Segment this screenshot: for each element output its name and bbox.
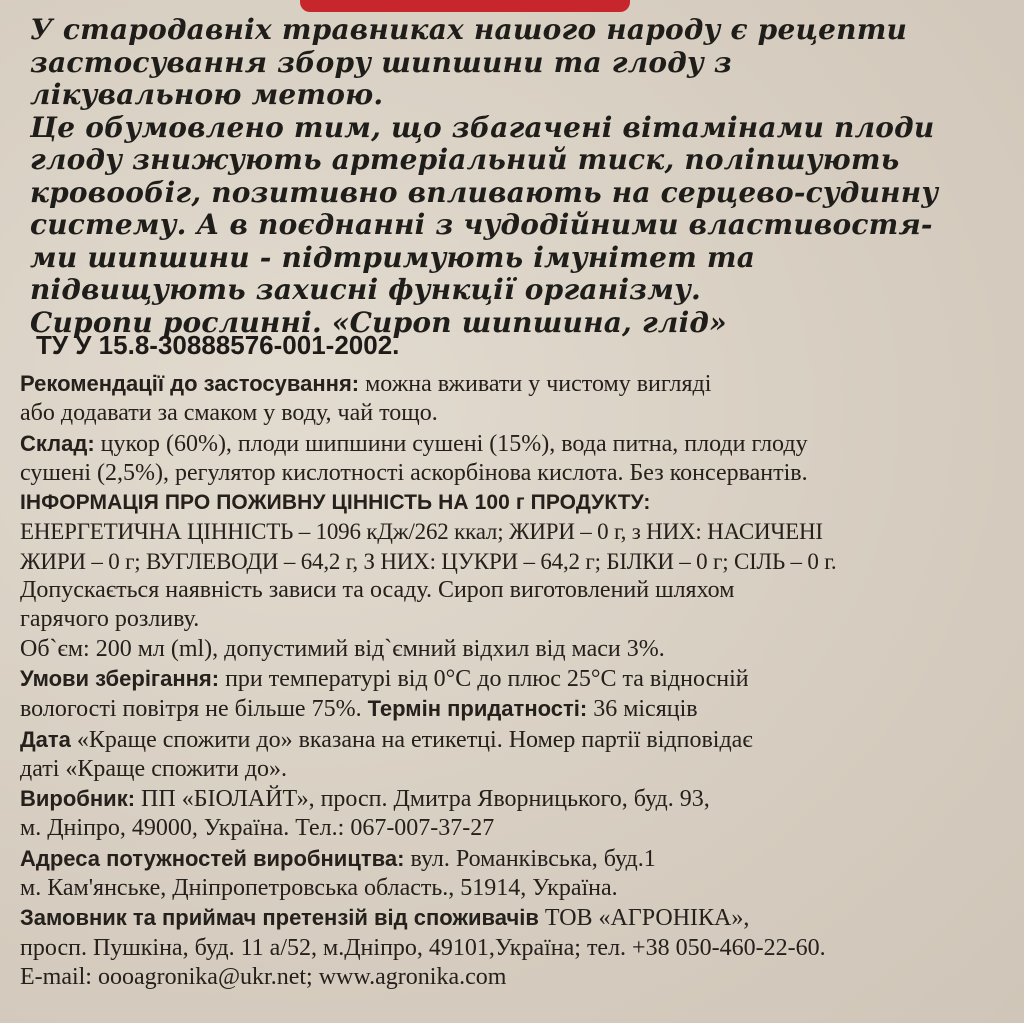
recommendation-label: Рекомендації до застосування: (20, 371, 360, 396)
intro-line: Це обумовлено тим, що збагачені вітамінами плоди (30, 110, 935, 144)
nutrition-line: ЕНЕРГЕТИЧНА ЦІННІСТЬ – 1096 кДж/262 ккал; ЖИРИ – 0 г, з НИХ: НАСИЧЕНІ (20, 519, 823, 545)
intro-line: підвищують захисні функції організму. (30, 273, 701, 306)
customer-line (20, 903, 1020, 933)
manufacturer-line (20, 784, 1020, 814)
facility-line: м. Кам'янське, Дніпропетровська область., 51914, Україна. (20, 875, 618, 902)
composition-line (20, 429, 1020, 459)
intro-line: У стародавніх травниках нашого народу є рецепти (30, 13, 908, 46)
customer-line: просп. Пушкіна, буд. 11 а/52, м.Дніпро, 49101,Україна; тел. +38 050-460-22-60. (20, 934, 826, 961)
recommendation-line (20, 369, 1020, 399)
recommendation-line: або додавати за смаком у воду, чай тощо. (20, 400, 438, 427)
storage-line (20, 694, 1020, 724)
nutrition-line: ЖИРИ – 0 г; ВУГЛЕВОДИ – 64,2 г, З НИХ: ЦУКРИ – 64,2 г; БІЛКИ – 0 г; СІЛЬ – 0 г. (20, 548, 837, 574)
facility-text: вул. Романківська, буд.1 (404, 845, 656, 872)
intro-line: ми шипшини - підтримують імунітет та (30, 240, 756, 274)
recommendation-text: можна вживати у чистому вигляді (359, 371, 712, 397)
sediment-line: гарячого розливу. (20, 606, 200, 633)
shelf-life-value: 36 місяців (587, 696, 698, 723)
intro-line: глоду знижують артеріальний тиск, поліпшують (30, 143, 900, 176)
storage-label: Умови зберігання: (20, 665, 220, 691)
date-line: даті «Краще спожити до». (20, 755, 288, 782)
contact-line: E-mail: oooagronika@ukr.net; www.agronika.com (20, 963, 507, 990)
nutrition-heading: ІНФОРМАЦІЯ ПРО ПОЖИВНУ ЦІННІСТЬ НА 100 г ПРОДУКТУ: (20, 491, 651, 515)
composition-text: цукор (60%), плоди шипшини сушені (15%), вода питна, плоди глоду (94, 430, 808, 457)
facility-label: Адреса потужностей виробництва: (20, 845, 405, 871)
spec-code: ТУ У 15.8-30888576-001-2002. (36, 330, 400, 360)
composition-line: сушені (2,5%), регулятор кислотності аскорбінова кислота. Без консервантів. (20, 459, 808, 486)
date-label: Дата (20, 726, 71, 752)
intro-line: кровообіг, позитивно впливають на серцево-судинну (30, 175, 939, 209)
manufacturer-text: ПП «БІОЛАЙТ», просп. Дмитра Яворницького, буд. 93, (135, 786, 710, 813)
intro-line: лікувальною метою. (30, 78, 384, 111)
manufacturer-line: м. Дніпро, 49000, Україна. Тел.: 067-007-37-27 (20, 815, 495, 842)
shelf-life-label: Термін придатності: (367, 696, 588, 722)
customer-text: ТОВ «АГРОНІКА», (538, 905, 750, 932)
intro-line: систему. А в поєднанні з чудодійними властивостя- (30, 208, 933, 241)
manufacturer-label: Виробник: (20, 786, 136, 812)
date-line (20, 725, 1020, 755)
storage-text: при температурі від 0°C до плюс 25°C та відносній (219, 665, 749, 692)
volume-line: Об`єм: 200 мл (ml), допустимий від`ємний відхил від маси 3%. (20, 635, 665, 662)
sediment-line: Допускається наявність зависи та осаду. Сироп виготовлений шляхом (20, 577, 735, 604)
facility-line (20, 844, 1020, 874)
red-label-strip (300, 0, 630, 12)
label-details (20, 369, 1020, 992)
customer-label: Замовник та приймач претензій від споживачів (20, 905, 539, 931)
composition-label: Склад: (20, 430, 95, 456)
intro-line: застосування збору шипшини та глоду з (30, 45, 732, 79)
storage-text: вологості повітря не більше 75%. (20, 696, 368, 723)
product-name: Сиропи рослинні. «Сироп шипшина, глід» (30, 305, 727, 339)
intro-text (30, 14, 1015, 339)
storage-line (20, 664, 1020, 694)
date-text: «Краще спожити до» вказана на етикетці. Номер партії відповідає (70, 726, 753, 753)
